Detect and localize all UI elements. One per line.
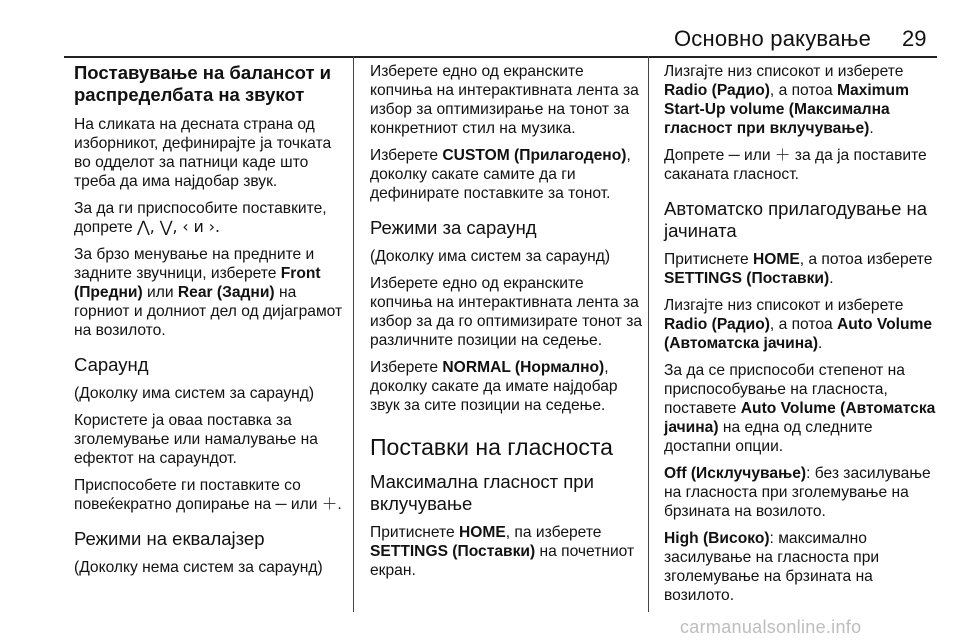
page-number: 29: [902, 26, 927, 51]
column-2: [370, 62, 642, 588]
arrow-glyphs: ⋀, ⋁, ‹ и ›.: [137, 218, 220, 236]
column-divider-1: [353, 56, 354, 612]
para-balance-2: За да ги приспособите поставките, допрете ⋀, ⋁, ‹ и ›.: [74, 200, 327, 236]
column-1: [74, 62, 346, 585]
para-eq-3: Изберете CUSTOM (Прилагодено), доколку сакате самите да ги дефинирате поставките за тонот.: [370, 147, 631, 202]
para-max-volume-2: Лизгајте низ списокот и изберете Radio (Радио), а потоа Maximum Start-Up volume (Максимална гласност при вклучување).: [664, 63, 909, 137]
header-rule: [64, 56, 937, 58]
heading-surround: Сараунд: [74, 354, 149, 375]
para-auto-off: Off (Исклучување): без засилување на гласноста при зголемување на брзината на возилото.: [664, 465, 931, 520]
para-surround-1: (Доколку има систем за сараунд): [74, 385, 315, 402]
para-auto-3: За да се приспособи степенот на приспособување на гласноста, поставете Auto Volume (Автоматска јачина) на една од следните достапни опции.: [664, 362, 936, 455]
para-max-volume-1: Притиснете HOME, па изберете SETTINGS (Поставки) на почетниот екран.: [370, 524, 635, 579]
heading-equalizer: Режими на еквалајзер: [74, 528, 265, 549]
para-auto-high: High (Високо): максимално засилување на гласноста при зголемување на брзината на возилото.: [664, 530, 880, 604]
para-surround-modes-2: Изберете едно од екранските копчиња на интерактивната лента за избор за да го оптимизирате тонот за различните позиции на седење.: [370, 275, 643, 349]
page-header-title: Основно ракување: [674, 26, 872, 51]
para-auto-1: Притиснете HOME, а потоа изберете SETTINGS (Поставки).: [664, 251, 933, 287]
para-auto-2: Лизгајте низ списокот и изберете Radio (Радио), а потоа Auto Volume (Автоматска јачина).: [664, 297, 933, 352]
para-balance-1: На сликата на десната страна од изборникот, дефинирајте ја точката во одделот за патници каде што треба да има најдобар звук.: [74, 116, 332, 190]
column-3: [664, 62, 936, 613]
heading-balance: Поставување на балансот и распределбата на звукот: [74, 62, 332, 105]
para-surround-modes-3: Изберете NORMAL (Нормално), доколку сакате да имате најдобар звук за сите позиции на седење.: [370, 359, 618, 414]
para-surround-modes-1: (Доколку има систем за сараунд): [370, 248, 611, 265]
para-max-volume-3: Допрете ─ или ＋ за да ја поставите саканата гласност.: [664, 147, 927, 183]
column-divider-2: [648, 56, 649, 612]
heading-surround-modes: Режими за сараунд: [370, 217, 537, 238]
para-eq-2: Изберете едно од екранските копчиња на интерактивната лента за избор за оптимизирање на тонот за конкретниот стил на музика.: [370, 63, 639, 137]
para-surround-2: Користете ја оваа поставка за зголемување или намалување на ефектот на сараундот.: [74, 412, 318, 467]
para-equalizer-1: (Доколку нема систем за сараунд): [74, 559, 323, 576]
para-surround-3: Приспособете ги поставките со повеќекратно допирање на ─ или ＋.: [74, 477, 342, 513]
heading-volume-settings: Поставки на гласноста: [370, 434, 613, 460]
watermark: carmanualsonline.info: [680, 617, 862, 637]
para-balance-3: За брзо менување на предните и задните звучници, изберете Front (Предни) или Rear (Задни) на горниот и долниот дел од дијаграмот на возилото.: [74, 246, 343, 339]
heading-auto-volume: Автоматско прилагодување на јачината: [664, 198, 928, 241]
heading-max-startup-volume: Максимална гласност при вклучување: [370, 471, 594, 514]
